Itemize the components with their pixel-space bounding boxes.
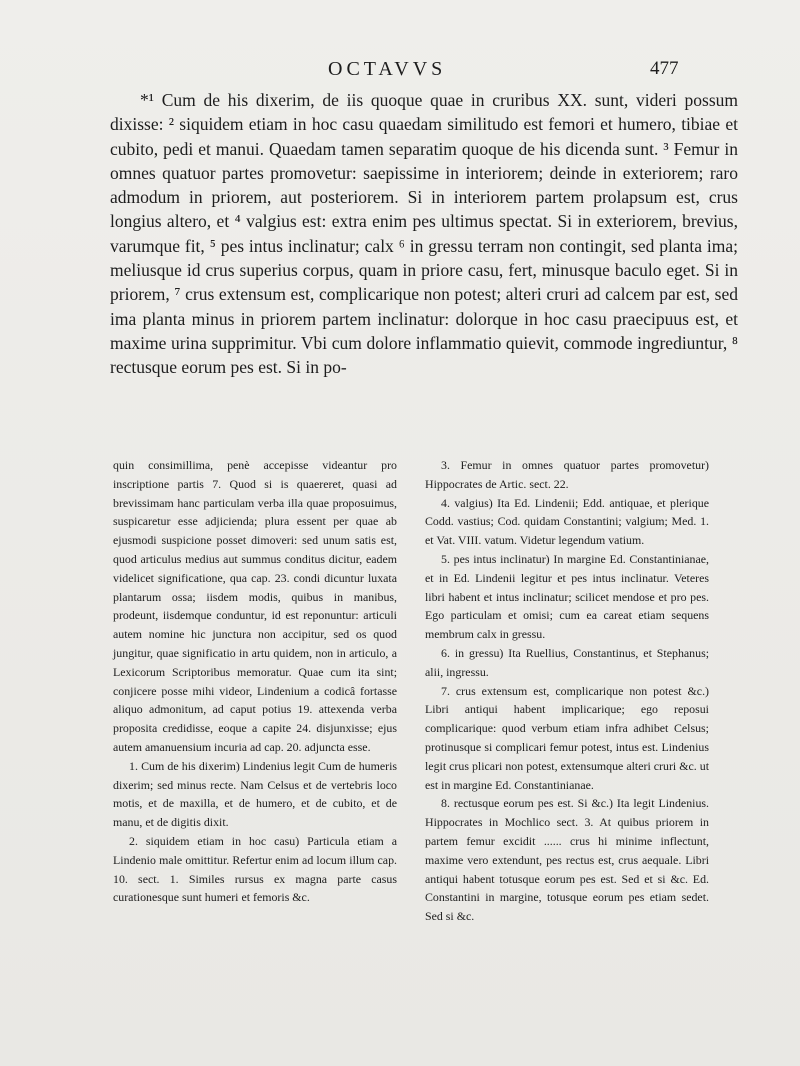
page-header: [100, 58, 740, 88]
main-paragraph: *¹ Cum de his dixerim, de iis quoque quae in cruribus XX. sunt, videri possum dixisse: ² siquidem etiam in hoc casu quaedam similitudo est femori et humero, tibiae et cubito, pedi et manui. Quaedam tamen separatim quoque de his dicenda sunt. ³ Femur in omnes quatuor partes promovetur: saepissime in interiorem; deinde in exteriorem; raro admodum in priorem, aut posteriorem. Si in interiorem partem prolapsum est, crus longius altero, et ⁴ valgius est: extra enim pes ultimus spectat. Si in exteriorem, brevius, varumque fit, ⁵ pes intus inclinatur; calx ⁶ in gressu terram non contingit, sed planta ima; meliusque id crus superius corpus, quam in priore casu, fert, minusque baculo eget. Si in priorem, ⁷ crus extensum est, complicarique non potest; alteri cruri ad calcem par est, sed ima planta minus in priorem partem inclinatur: dolorque in hoc casu praecipuus est, et maxime urina supprimitur. Vbi cum dolore inflammatio quievit, commode ingrediuntur, ⁸ rectusque eorum pes est. Si in po-: [110, 90, 738, 378]
footnote: 5. pes intus inclinatur) In margine Ed. Constantinianae, et in Ed. Lindenii legitur et pes intus inclinatur. Veteres libri habent et intus inclinatur; scilicet mendose et pro pes. Ego particulam et omisi; cum ea careat etiam sequens membrum calx in gressu.: [425, 551, 709, 642]
footnote: 7. crus extensum est, complicarique non potest &c.) Libri antiqui habent implicarique; ego reposui complicarique: quod verbum etiam infra adhibet Celsus; protinusque si complicari femur potest, intus est. Lindenius legit crus plicari non potest, extensumque alteri cruri &c. ut est in margine Ed. Constantinianae.: [425, 683, 709, 792]
running-head: OCTAVVS: [328, 58, 447, 80]
footnote: 2. siquidem etiam in hoc casu) Particula etiam a Lindenio male omittitur. Refertur enim ad locum illum cap. 10. sect. 1. Similes rursus ex magna parte casus curationesque sunt humeri et femoris &c.: [113, 833, 397, 905]
footnote: 1. Cum de his dixerim) Lindenius legit Cum de humeris dixerim; sed minus recte. Nam Celsus et de vertebris loco motis, et de maxilla, et de humero, et de cubito, et de manu, et de digitis dixit.: [113, 758, 397, 830]
footnotes-left-column: [113, 456, 397, 907]
footnote: 4. valgius) Ita Ed. Lindenii; Edd. antiquae, et plerique Codd. vastius; Cod. quidam Constantini; valgium; Med. 1. et Vat. VIII. vatum. Videtur legendum vatium.: [425, 495, 709, 548]
footnotes-right-column: [425, 456, 709, 926]
footnote: 8. rectusque eorum pes est. Si &c.) Ita legit Lindenius. Hippocrates in Mochlico sect. 3. At quibus priorem in partem femur excidit ...... crus hi minime inflectunt, maxime vero extendunt, pes rectus est, crus aequale. Libri antiqui habent totusque eorum pes est. Sed et si &c. Ed. Constantini in margine, totusque eorum pes etiam sedet. Sed si &c.: [425, 796, 709, 924]
footnote: 6. in gressu) Ita Ruellius, Constantinus, et Stephanus; alii, ingressu.: [425, 645, 709, 679]
page-number: 477: [650, 58, 679, 79]
footnote: quin consimillima, penè accepisse videantur pro inscriptione partis 7. Quod si is quaereret, quasi ad brevissimam hanc particulam verba illa quae proposuimus, suspicaretur esse adjicienda; plura essent per quae ab ejusmodi suspicione posset dimoveri: sed unum satis est, quod articulus medius aut summus conditus dicitur, eadem videlicet significatione, qua cap. 23. condi dicuntur luxata plantarum ossa; iisdem modis, quibus in manibus, prodeunt, iisdemque conduntur, id est reponuntur: articuli autem nomine hic junctura non accipitur, sed os quod jungitur, quae significatio in artu quidem, non in articulo, a Lexicorum Scriptoribus memoratur. Quae cum ita sint; conjicere posse mihi videor, Lindenium a codicâ fortasse aliquo admonitum, ad caput potius 19. attexenda verba proposita credidisse, eoque a capite 24. disjunxisse; ejus autem amanuensium incuria ad cap. 20. adjuncta esse.: [113, 458, 397, 754]
footnote: 3. Femur in omnes quatuor partes promovetur) Hippocrates de Artic. sect. 22.: [425, 458, 709, 491]
main-text: [110, 88, 738, 380]
